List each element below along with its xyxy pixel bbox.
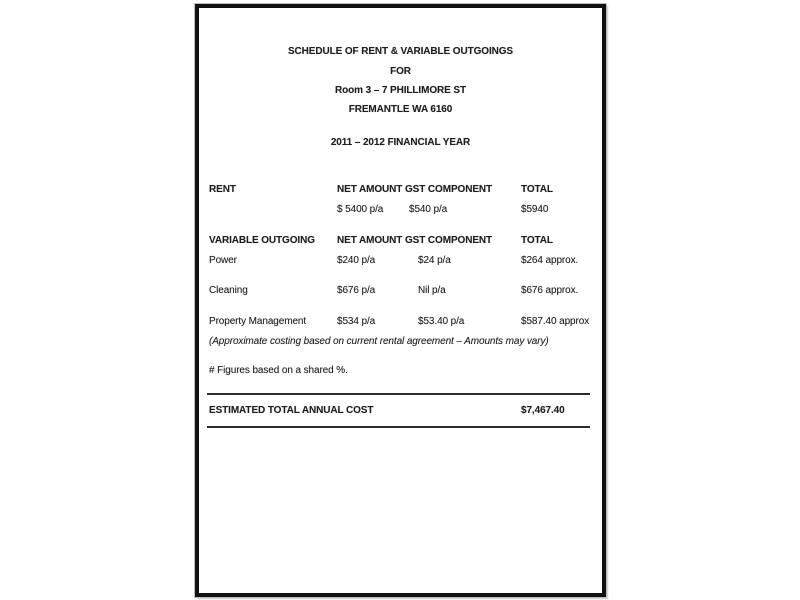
shared-note: # Figures based on a shared %. bbox=[209, 365, 348, 376]
table-row-property-management bbox=[199, 316, 602, 328]
table-row-power bbox=[199, 255, 602, 267]
doc-for-label: FOR bbox=[390, 66, 411, 77]
summary-value: $7,467.40 bbox=[521, 405, 565, 416]
outgoing-name: Power bbox=[209, 255, 237, 266]
outgoing-gst: Nil p/a bbox=[418, 285, 446, 296]
summary-label: ESTIMATED TOTAL ANNUAL COST bbox=[209, 405, 374, 416]
approx-note: (Approximate costing based on current rental agreement – Amounts may vary) bbox=[209, 336, 549, 347]
rent-net-amount-value: $ 5400 p/a bbox=[337, 204, 384, 215]
outgoing-gst: $53.40 p/a bbox=[418, 316, 465, 327]
rent-value-row bbox=[199, 204, 602, 216]
rent-section-label: RENT bbox=[209, 184, 236, 195]
outgoing-total: $676 approx. bbox=[521, 285, 579, 296]
outgoings-total-header: TOTAL bbox=[521, 235, 553, 246]
doc-address-line: Room 3 – 7 PHILLIMORE ST bbox=[335, 85, 466, 96]
outgoings-section-label: VARIABLE OUTGOING bbox=[209, 235, 315, 246]
outgoings-gst-header: GST COMPONENT bbox=[405, 235, 493, 246]
outgoings-net-amount-header: NET AMOUNT bbox=[337, 235, 403, 246]
rent-gst-value: $540 p/a bbox=[409, 204, 448, 215]
page-content bbox=[199, 8, 602, 593]
table-row-cleaning bbox=[199, 285, 602, 297]
doc-title: SCHEDULE OF RENT & VARIABLE OUTGOINGS bbox=[287, 46, 513, 57]
rent-total-value: $5940 bbox=[521, 204, 549, 215]
outgoing-name: Cleaning bbox=[209, 285, 248, 296]
outgoing-total: $587.40 approx bbox=[521, 316, 590, 327]
outgoing-net: $676 p/a bbox=[337, 285, 376, 296]
doc-suburb-line: FREMANTLE WA 6160 bbox=[348, 104, 453, 115]
summary-row bbox=[199, 405, 602, 417]
shared-note-row bbox=[199, 365, 602, 377]
rent-total-header: TOTAL bbox=[521, 184, 553, 195]
summary-bottom-rule bbox=[207, 426, 590, 428]
outgoing-gst: $24 p/a bbox=[418, 255, 451, 266]
rent-net-amount-header: NET AMOUNT bbox=[337, 184, 403, 195]
summary-top-rule bbox=[207, 393, 590, 395]
outgoings-header-row bbox=[199, 235, 602, 247]
doc-financial-year: 2011 – 2012 FINANCIAL YEAR bbox=[330, 137, 471, 148]
outgoing-total: $264 approx. bbox=[521, 255, 579, 266]
rent-header-row bbox=[199, 184, 602, 196]
outgoing-net: $240 p/a bbox=[337, 255, 376, 266]
outgoing-name: Property Management bbox=[209, 316, 307, 327]
outgoing-net: $534 p/a bbox=[337, 316, 376, 327]
rent-gst-header: GST COMPONENT bbox=[405, 184, 493, 195]
document-page bbox=[195, 4, 606, 597]
approx-note-row bbox=[199, 336, 602, 348]
